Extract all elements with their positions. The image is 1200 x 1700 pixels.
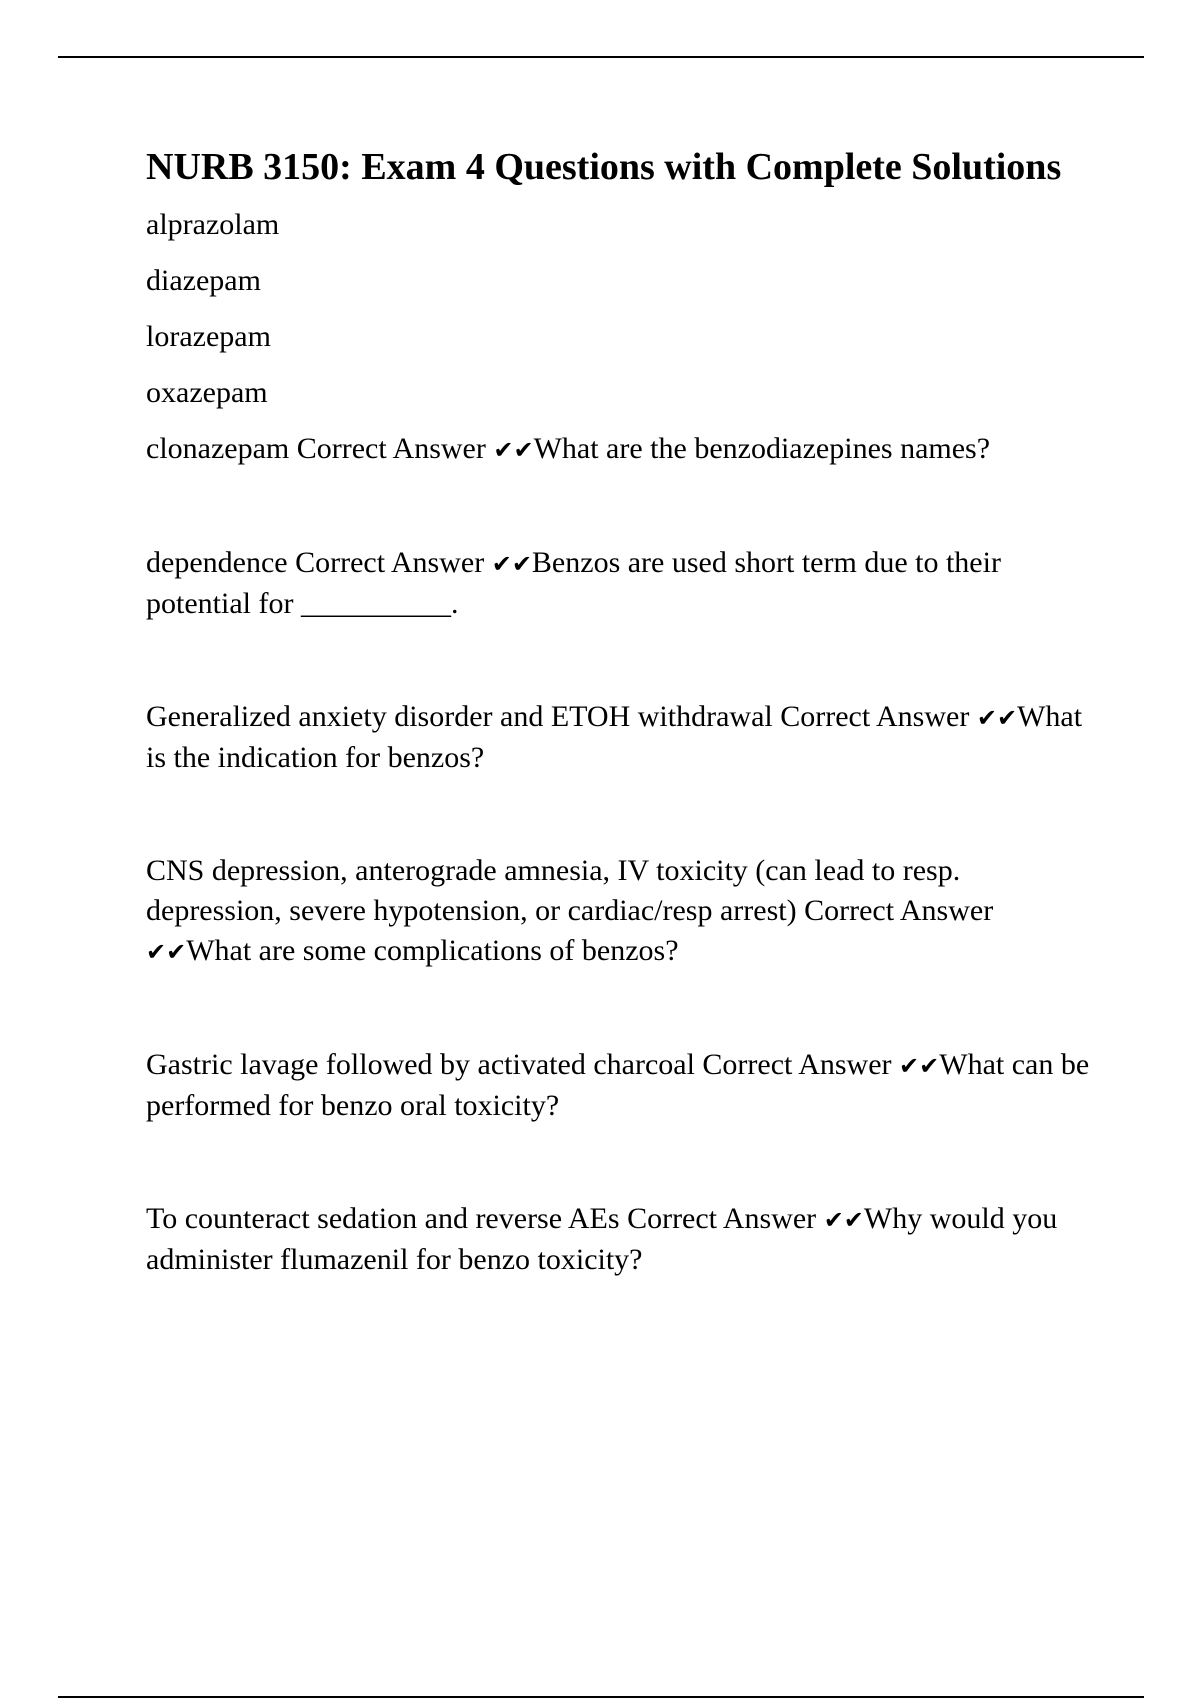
qa-item-3 (146, 697, 1096, 778)
double-check-icon: ✔✔ (899, 1052, 940, 1080)
double-check-icon: ✔✔ (493, 436, 534, 464)
qa-question: Benzos are used short term due to their potential for __________. (146, 546, 1001, 620)
qa-answer: To counteract sedation and reverse AEs (146, 1202, 620, 1235)
qa-item-1 (146, 429, 1096, 470)
qa-answer: clonazepam (146, 432, 290, 465)
double-check-icon: ✔✔ (146, 938, 187, 966)
document-body (146, 142, 1096, 1280)
double-check-icon: ✔✔ (823, 1206, 864, 1234)
qa-answer: Gastric lavage followed by activated charcoal (146, 1048, 695, 1081)
correct-answer-label: Correct Answer (702, 1048, 892, 1081)
qa-question: What are some complications of benzos? (186, 934, 679, 967)
correct-answer-label: Correct Answer (780, 700, 970, 733)
qa-answer: Generalized anxiety disorder and ETOH withdrawal (146, 700, 773, 733)
page-title: NURB 3150: Exam 4 Questions with Complete Solutions (146, 146, 1062, 188)
qa-question: What is the indication for benzos? (146, 700, 1083, 774)
correct-answer-label: Correct Answer (295, 546, 485, 579)
bottom-rule (58, 1696, 1144, 1698)
qa-question: What can be performed for benzo oral toxicity? (146, 1048, 1090, 1122)
correct-answer-label: Correct Answer (804, 894, 994, 927)
qa-answer: dependence (146, 546, 288, 579)
top-rule (58, 56, 1144, 58)
qa-item-2 (146, 543, 1096, 624)
qa-item-6 (146, 1199, 1096, 1280)
qa-item-4 (146, 851, 1096, 972)
qa-question: Why would you administer flumazenil for benzo toxicity? (146, 1202, 1058, 1276)
drug-name-alprazolam: alprazolam (146, 208, 280, 241)
drug-name-oxazepam: oxazepam (146, 376, 268, 409)
drug-name-lorazepam: lorazepam (146, 320, 271, 353)
double-check-icon: ✔✔ (491, 550, 532, 578)
qa-question: What are the benzodiazepines names? (533, 432, 991, 465)
qa-item-5 (146, 1045, 1096, 1126)
correct-answer-label: Correct Answer (296, 432, 486, 465)
correct-answer-label: Correct Answer (627, 1202, 817, 1235)
double-check-icon: ✔✔ (976, 704, 1018, 732)
qa-answer: CNS depression, anterograde amnesia, IV toxicity (can lead to resp. depression, severe hypotension, or cardiac/resp arrest) (146, 854, 961, 927)
drug-name-diazepam: diazepam (146, 264, 261, 297)
